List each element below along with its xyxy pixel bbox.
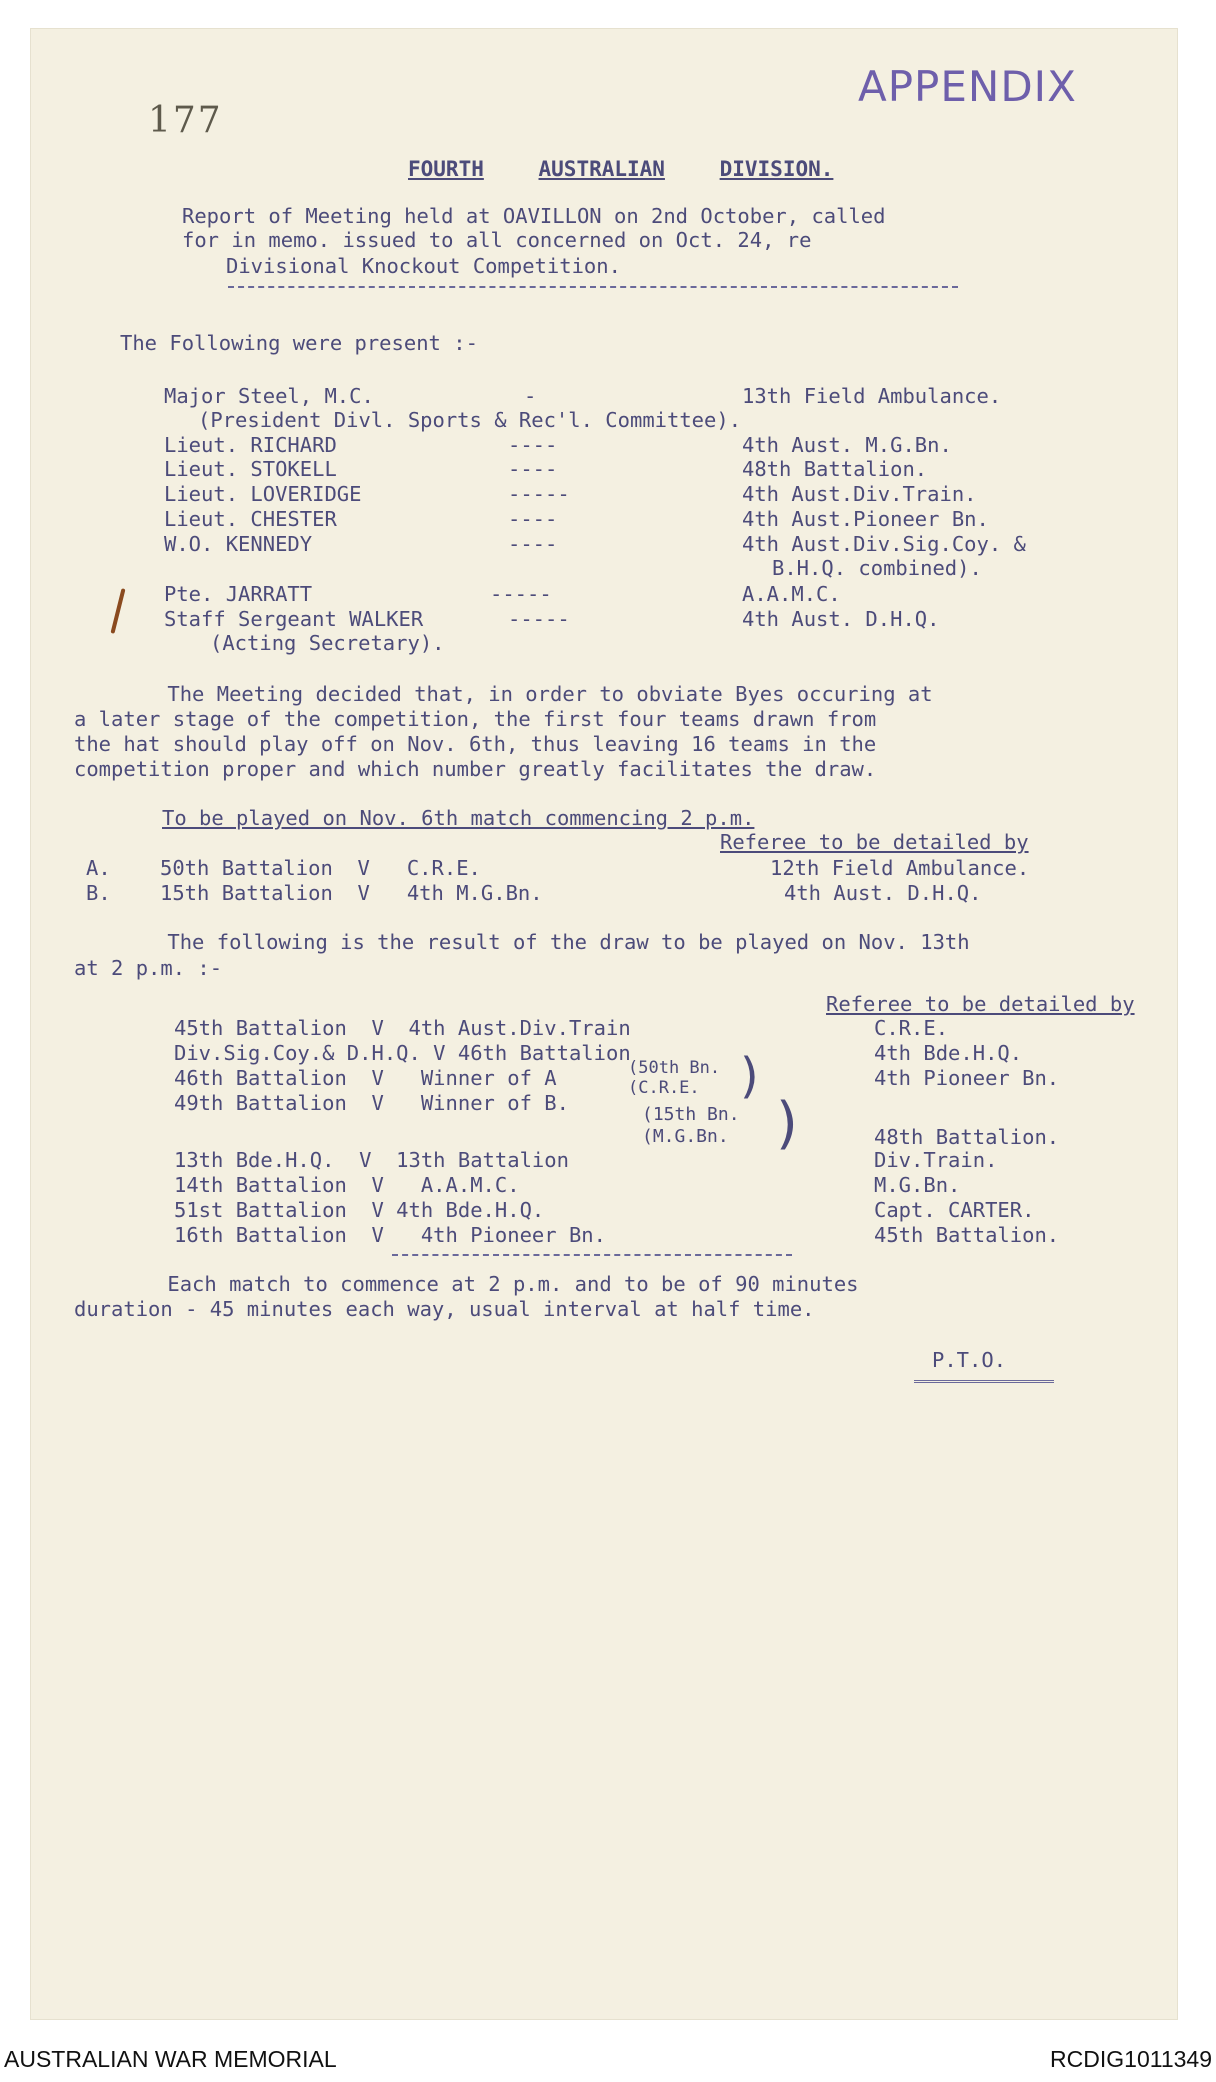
bracket-b-line: (15th Bn. bbox=[642, 1104, 740, 1125]
attendee-dash: ----- bbox=[508, 482, 570, 506]
heading-word: AUSTRALIAN bbox=[538, 157, 665, 181]
match-referee: 45th Battalion. bbox=[874, 1223, 1060, 1247]
right-brace-icon: ) bbox=[776, 1091, 798, 1156]
attendee-name: Staff Sergeant WALKER bbox=[164, 607, 424, 631]
attendee-name: Lieut. RICHARD bbox=[164, 433, 337, 457]
match-teams: 16th Battalion V 4th Pioneer Bn. bbox=[174, 1223, 606, 1247]
attendee-dash: ---- bbox=[508, 532, 558, 556]
attendee-unit: 4th Aust. D.H.Q. bbox=[742, 607, 940, 631]
attendee-name: W.O. KENNEDY bbox=[164, 532, 313, 556]
division-heading bbox=[408, 157, 875, 181]
right-brace-icon: ) bbox=[740, 1048, 759, 1104]
bracket-a-line: (50th Bn. bbox=[628, 1058, 721, 1078]
heading-word: FOURTH bbox=[408, 157, 484, 181]
match-referee: M.G.Bn. bbox=[874, 1173, 961, 1197]
match-referee: 4th Pioneer Bn. bbox=[874, 1066, 1060, 1090]
match-teams: 13th Bde.H.Q. V 13th Battalion bbox=[174, 1148, 569, 1172]
attendee-unit: 4th Aust.Div.Sig.Coy. & bbox=[742, 532, 1026, 556]
decision-line: the hat should play off on Nov. 6th, thus leaving 16 teams in the bbox=[74, 732, 877, 756]
bracket-a-line: (C.R.E. bbox=[628, 1078, 700, 1098]
match-referee: 4th Aust. D.H.Q. bbox=[784, 881, 982, 905]
attendee-name: Lieut. STOKELL bbox=[164, 457, 337, 481]
intro-line: for in memo. issued to all concerned on Oct. 24, re bbox=[182, 228, 812, 252]
match-teams: 14th Battalion V A.A.M.C. bbox=[174, 1173, 520, 1197]
attendee-unit: 4th Aust.Div.Train. bbox=[742, 482, 977, 506]
present-label: The Following were present :- bbox=[120, 331, 478, 355]
draw-intro-line: at 2 p.m. :- bbox=[74, 956, 223, 980]
match-referee: C.R.E. bbox=[874, 1016, 949, 1040]
page-number: 177 bbox=[148, 100, 223, 141]
closing-line: Each match to commence at 2 p.m. and to be of 90 minutes bbox=[118, 1272, 859, 1296]
intro-line: Divisional Knockout Competition. bbox=[226, 254, 621, 278]
decision-line: The Meeting decided that, in order to obviate Byes occuring at bbox=[118, 682, 933, 706]
intro-line: Report of Meeting held at OAVILLON on 2nd October, called bbox=[182, 204, 886, 228]
match-referee: 4th Bde.H.Q. bbox=[874, 1041, 1023, 1065]
match-teams: 50th Battalion V C.R.E. bbox=[160, 856, 481, 880]
footer-id: RCDIG1011349 bbox=[1050, 2046, 1212, 2072]
attendee-name: Pte. JARRATT bbox=[164, 582, 313, 606]
match-teams: 46th Battalion V Winner of A bbox=[174, 1066, 557, 1090]
divider bbox=[228, 286, 958, 288]
match-teams: Div.Sig.Coy.& D.H.Q. V 46th Battalion bbox=[174, 1041, 631, 1065]
attendee-dash: ---- bbox=[508, 457, 558, 481]
closing-line: duration - 45 minutes each way, usual interval at half time. bbox=[74, 1297, 815, 1321]
match-teams: 51st Battalion V 4th Bde.H.Q. bbox=[174, 1198, 545, 1222]
attendee-name: (President Divl. Sports & Rec'l. Committee). bbox=[198, 408, 742, 432]
attendee-unit: 48th Battalion. bbox=[742, 457, 928, 481]
bracket-b-line: (M.G.Bn. bbox=[642, 1126, 729, 1147]
match-letter: A. bbox=[86, 856, 111, 880]
attendee-dash: - bbox=[524, 384, 537, 408]
attendee-dash: ----- bbox=[508, 607, 570, 631]
decision-line: a later stage of the competition, the first four teams drawn from bbox=[74, 707, 877, 731]
attendee-unit: B.H.Q. combined). bbox=[772, 556, 982, 580]
attendee-unit: A.A.M.C. bbox=[742, 582, 841, 606]
attendee-unit: 13th Field Ambulance. bbox=[742, 384, 1002, 408]
attendee-unit: 4th Aust. M.G.Bn. bbox=[742, 433, 952, 457]
match-referee: 12th Field Ambulance. bbox=[770, 856, 1030, 880]
divider bbox=[392, 1254, 792, 1256]
attendee-name: Major Steel, M.C. bbox=[164, 384, 374, 408]
nov13-referee-heading: Referee to be detailed by bbox=[826, 992, 1135, 1016]
nov6-heading: To be played on Nov. 6th match commencing 2 p.m. bbox=[162, 806, 755, 830]
attendee-unit: 4th Aust.Pioneer Bn. bbox=[742, 507, 989, 531]
match-referee: Capt. CARTER. bbox=[874, 1198, 1035, 1222]
heading-word: DIVISION. bbox=[719, 157, 834, 181]
draw-intro-line: The following is the result of the draw to be played on Nov. 13th bbox=[118, 930, 970, 954]
footer-source: AUSTRALIAN WAR MEMORIAL bbox=[4, 2046, 337, 2072]
attendee-name: Lieut. CHESTER bbox=[164, 507, 337, 531]
attendee-dash: ---- bbox=[508, 507, 558, 531]
nov6-referee-heading: Referee to be detailed by bbox=[720, 830, 1029, 854]
divider bbox=[914, 1380, 1054, 1383]
match-teams: 15th Battalion V 4th M.G.Bn. bbox=[160, 881, 543, 905]
attendee-name: Lieut. LOVERIDGE bbox=[164, 482, 362, 506]
match-teams: 49th Battalion V Winner of B. bbox=[174, 1091, 569, 1115]
attendee-dash: ---- bbox=[508, 433, 558, 457]
match-teams: 45th Battalion V 4th Aust.Div.Train bbox=[174, 1016, 631, 1040]
attendee-dash: ----- bbox=[490, 582, 552, 606]
match-referee: 48th Battalion. bbox=[874, 1125, 1060, 1149]
decision-line: competition proper and which number greatly facilitates the draw. bbox=[74, 757, 877, 781]
appendix-stamp: APPENDIX bbox=[858, 62, 1077, 111]
pto-note: P.T.O. bbox=[932, 1348, 1007, 1372]
attendee-name: (Acting Secretary). bbox=[210, 631, 445, 655]
match-referee: Div.Train. bbox=[874, 1148, 998, 1172]
match-letter: B. bbox=[86, 881, 111, 905]
